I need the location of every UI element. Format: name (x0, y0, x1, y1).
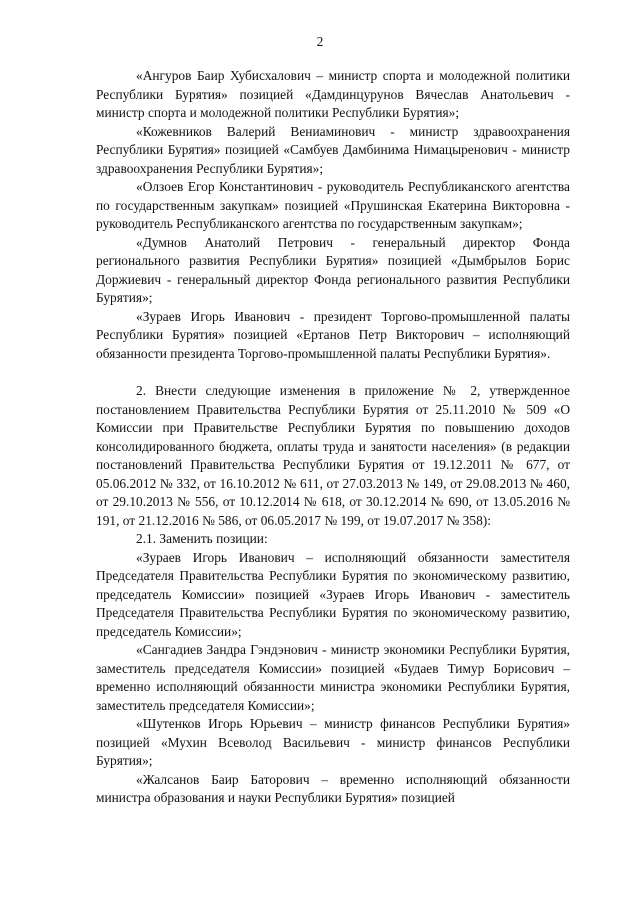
paragraph-economy-minister: «Сангадиев Зандра Гэндэнович - министр экономики Республики Бурятия, заместитель председателя Комиссии» позицией «Будаев Тимур Борисович – временно исполняющий обязанности министра экономики Республики Бурятия, заместитель председателя Комиссии»; (96, 642, 570, 713)
paragraph-gap (96, 363, 570, 382)
paragraph-sport-minister: «Ангуров Баир Хубисхалович – министр спорта и молодежной политики Республики Бурятия» позицией «Дамдинцурунов Вячеслав Анатольевич - министр спорта и молодежной политики Республики Бурятия»; (96, 68, 570, 120)
paragraph-regional-fund: «Думнов Анатолий Петрович - генеральный директор Фонда регионального развития Республики Бурятия» позицией «Дымбрылов Борис Доржиевич - генеральный директор Фонда регионального развития Республики Бурятия»; (96, 234, 570, 305)
paragraph-commission-chair: «Зураев Игорь Иванович – исполняющий обязанности заместителя Председателя Правительства Республики Бурятия по экономическому развитию, председатель Комиссии» позицией «Зураев Игорь Иванович - заместитель Председателя Правительства Республики Бурятия по экономическому развитию, председатель Комиссии»; (96, 549, 570, 639)
paragraph-procurement-agency: «Олзоев Егор Константинович - руководитель Республиканского агентства по государственным закупкам» позицией «Прушинская Екатерина Викторовна - руководитель Республиканского агентства по государственным закупкам»; (96, 179, 570, 231)
document-body (96, 67, 570, 808)
paragraph-education-minister: «Жалсанов Баир Баторович – временно исполняющий обязанности министра образования и науки Республики Бурятия» позицией (96, 771, 570, 805)
paragraph-chamber-of-commerce: «Зураев Игорь Иванович - президент Торгово-промышленной палаты Республики Бурятия» позицией «Ертанов Петр Викторович – исполняющий обязанности президента Торгово-промышленной палаты Республики Бурятия». (96, 308, 570, 361)
page-number: 2 (316, 34, 324, 49)
paragraph-appendix-2-changes: 2. Внести следующие изменения в приложение № 2, утвержденное постановлением Правительства Республики Бурятия от 25.11.2010 № 509 «О Комиссии при Правительстве Республики Бурятия по повышению доходов консолидированного бюджета, оплаты труда и занятости населения» (в редакции постановлений Правительства Республики Бурятия от 19.12.2011 № 677, от 05.06.2012 № 332, от 16.10.2012 № 611, от 27.03.2013 № 149, от 29.08.2013 № 460, от 29.10.2013 № 556, от 10.12.2014 № 618, от 30.12.2014 № 690, от 13.05.2016 № 191, от 21.12.2016 № 586, от 06.05.2017 № 199, от 19.07.2017 № 358): (96, 383, 570, 528)
paragraph-health-minister: «Кожевников Валерий Вениаминович - министр здравоохранения Республики Бурятия» позицией «Самбуев Дамбинима Нимацыренович - министр здравоохранения Республики Бурятия»; (96, 123, 570, 176)
paragraph-finance-minister: «Шутенков Игорь Юрьевич – министр финансов Республики Бурятия» позицией «Мухин Всеволод Васильевич - министр финансов Республики Бурятия»; (96, 716, 570, 768)
paragraph-replace-positions: 2.1. Заменить позиции: (136, 531, 268, 546)
